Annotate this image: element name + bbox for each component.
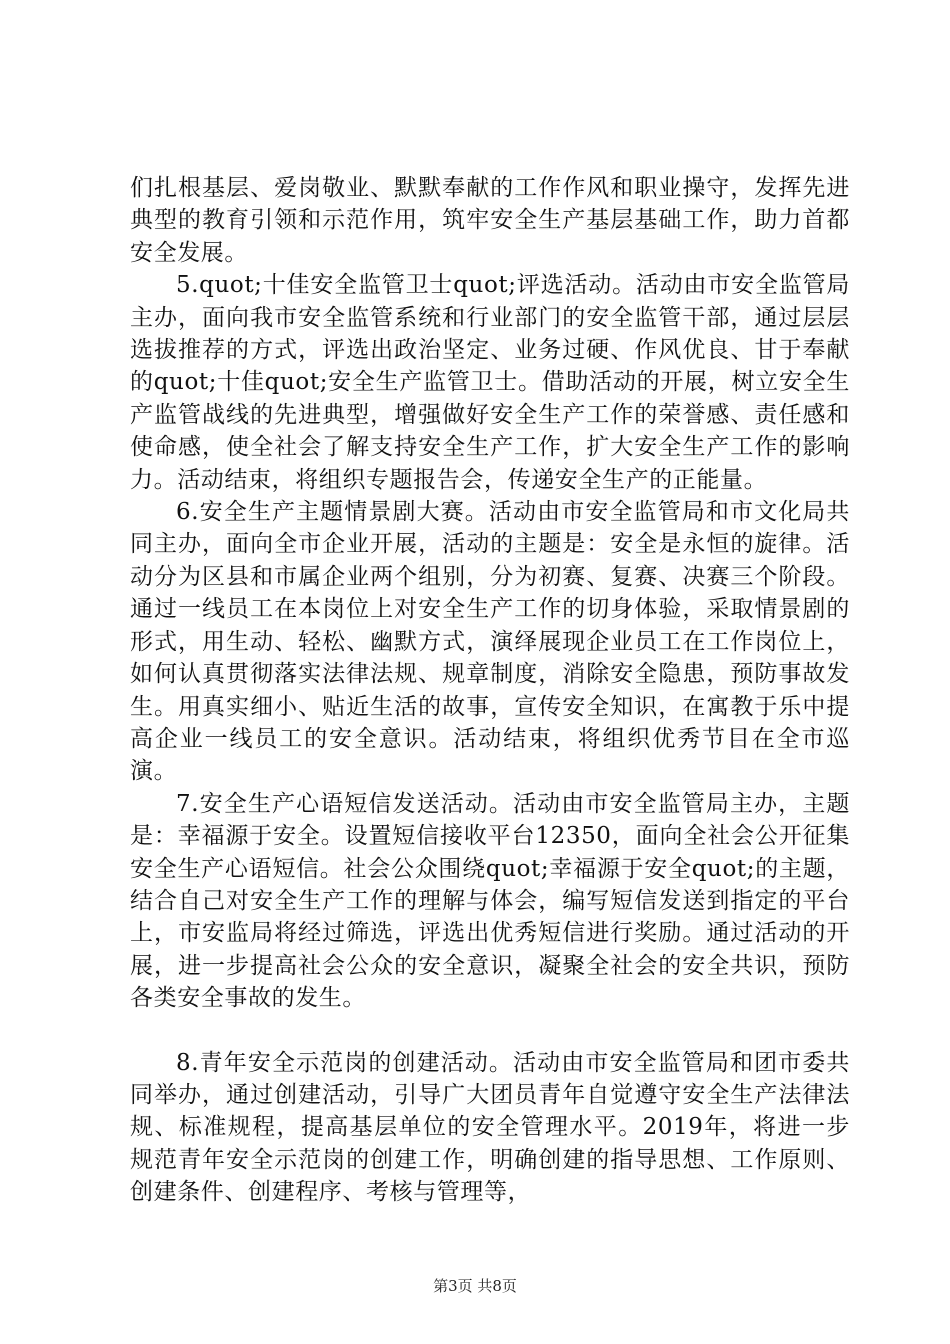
paragraph-gap [130,1015,850,1047]
paragraph-item-6: 6.安全生产主题情景剧大赛。活动由市安全监管局和市文化局共同主办，面向全市企业开展，活动的主题是：安全是永恒的旋律。活动分为区县和市属企业两个组别，分为初赛、复赛、决赛三个阶段。通过一线员工在本岗位上对安全生产工作的切身体验，采取情景剧的形式，用生动、轻松、幽默方式，演绎展现企业员工在工作岗位上，如何认真贯彻落实法律法规、规章制度，消除安全隐患，预防事故发生。用真实细小、贴近生活的故事，宣传安全知识，在寓教于乐中提高企业一线员工的安全意识。活动结束，将组织优秀节目在全市巡演。 [130,499,850,785]
paragraph-continuation: 们扎根基层、爱岗敬业、默默奉献的工作作风和职业操守，发挥先进典型的教育引领和示范作用，筑牢安全生产基层基础工作，助力首都安全发展。 [130,175,850,266]
document-body [130,172,850,1209]
paragraph-item-5: 5.quot;十佳安全监管卫士quot;评选活动。活动由市安全监管局主办，面向我市安全监管系统和行业部门的安全监管干部，通过层层选拔推荐的方式，评选出政治坚定、业务过硬、作风优良、甘于奉献的quot;十佳quot;安全生产监管卫士。借助活动的开展，树立安全生产监管战线的先进典型，增强做好安全生产工作的荣誉感、责任感和使命感，使全社会了解支持安全生产工作，扩大安全生产工作的影响力。活动结束，将组织专题报告会，传递安全生产的正能量。 [130,272,850,493]
paragraph-item-7: 7.安全生产心语短信发送活动。活动由市安全监管局主办，主题是：幸福源于安全。设置短信接收平台12350，面向全社会公开征集安全生产心语短信。社会公众围绕quot;幸福源于安全quot;的主题，结合自己对安全生产工作的理解与体会，编写短信发送到指定的平台上，市安监局将经过筛选，评选出优秀短信进行奖励。通过活动的开展，进一步提高社会公众的安全意识，凝聚全社会的安全共识，预防各类安全事故的发生。 [130,790,850,1012]
paragraph-item-8: 8.青年安全示范岗的创建活动。活动由市安全监管局和团市委共同举办，通过创建活动，引导广大团员青年自觉遵守安全生产法律法规、标准规程，提高基层单位的安全管理水平。2019年，将进一步规范青年安全示范岗的创建工作，明确创建的指导思想、工作原则、创建条件、创建程序、考核与管理等， [130,1049,850,1206]
page-number-footer: 第3页 共8页 [433,1277,517,1295]
